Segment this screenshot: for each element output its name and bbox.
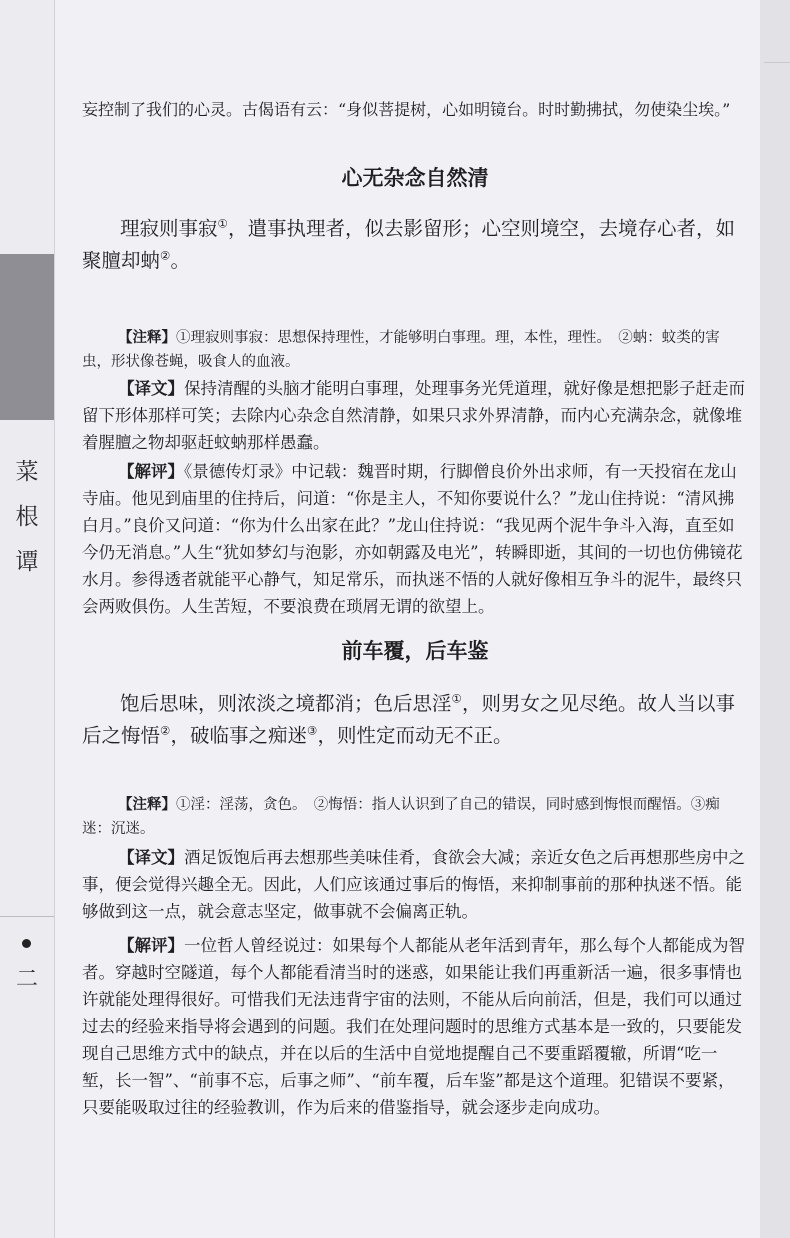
commentary-label: 【解评】 <box>118 462 184 481</box>
translation-block-2 <box>82 844 748 925</box>
translation-block-1 <box>82 375 748 456</box>
bullet-dot-icon <box>22 939 31 948</box>
facing-page-edge <box>760 0 790 1238</box>
note-label: 【注释】 <box>118 330 176 346</box>
book-title-char: 菜 <box>15 459 39 485</box>
commentary-text: 《景德传灯录》中记载：魏晋时期，行脚僧良价外出求师，有一天投宿在龙山寺庙。他见到庙里的住持后，问道：“你是主人，不知你要说什么？”龙山住持说：“清风拂白月。”良价又问道：“你为什么出家在此？”龙山住持说：“我见两个泥牛争斗入海，直至如今仍无消息。”人生“犹如梦幻与泡影，亦如朝露及电光”，转瞬即逝，其间的一切也仿佛镜花水月。参得透者就能平心静气，知足常乐，而执迷不悟的人就好像相互争斗的泥牛，最终只会两败俱伤。人生苦短，不要浪费在琐屑无谓的欲望上。 <box>82 462 743 616</box>
footnote-marker: ③ <box>307 723 318 738</box>
orig-text-seg: ，则男女之见尽绝。故人当以事后之悔悟 <box>82 692 736 747</box>
book-title-char: 谭 <box>15 549 39 575</box>
section-title-2: 前车覆，后车鉴 <box>341 639 489 663</box>
orig-text-seg: 。 <box>170 249 191 272</box>
section-title-1: 心无杂念自然清 <box>341 166 489 190</box>
translation-label: 【译文】 <box>118 379 184 398</box>
translation-text: 保持清醒的头脑才能明白事理，处理事务光凭道理，就好像是想把影子赶走而留下形体那样可笑；去除内心杂念自然清静，如果只求外界清静，而内心充满杂念，就像堆着腥膻之物却驱赶蚊蚋那样愚蠢。 <box>82 379 745 452</box>
page-number: 二 <box>15 967 38 992</box>
orig-text-seg: ，破临事之痴迷 <box>170 724 308 747</box>
original-text-1 <box>82 213 748 277</box>
book-title-char: 根 <box>15 504 39 530</box>
intro-paragraph: 妄控制了我们的心灵。古偈语有云：“身似菩提树，心如明镜台。时时勤拂拭，勿使染尘埃。” <box>82 100 731 119</box>
footnote-marker: ① <box>451 691 462 706</box>
note-block-2 <box>82 793 748 841</box>
translation-text: 酒足饭饱后再去想那些美味佳肴，食欲会大减；亲近女色之后再想那些房中之事，便会觉得兴趣全无。因此，人们应该通过事后的悔悟，来抑制事前的那种执迷不悟。能够做到这一点，就会意志坚定，做事就不会偏离正轨。 <box>82 848 745 921</box>
note-text: ①理寂则事寂：思想保持理性，才能够明白事理。理，本性，理性。 ②蚋：蚊类的害虫，形状像苍蝇，吸食人的血液。 <box>82 330 720 370</box>
orig-text-seg: ，则性定而动无不正。 <box>317 724 513 747</box>
orig-text-seg: ，遣事执理者，似去影留形；心空则境空，去境存心者，如聚膻却蚋 <box>82 217 736 272</box>
commentary-text: 一位哲人曾经说过：如果每个人都能从老年活到青年，那么每个人都能成为智者。穿越时空隧道，每个人都能看清当时的迷惑，如果能让我们再重新活一遍，很多事情也许就能处理得很好。可惜我们无法违背宇宙的法则，不能从后向前活，但是，我们可以通过过去的经验来指导将会遇到的问题。我们在处理问题时的思维方式基本是一致的，只要能发现自己思维方式中的缺点，并在以后的生活中自觉地提醒自己不要重蹈覆辙，所谓“吃一堑，长一智”、“前事不忘，后事之师”、“前车覆，后车鉴”都是这个道理。犯错误不要紧，只要能吸取过往的经验教训，作为后来的借鉴指导，就会逐步走向成功。 <box>82 936 745 1117</box>
note-label: 【注释】 <box>118 797 176 813</box>
sidebar-band <box>0 254 54 420</box>
original-text-2 <box>82 688 748 752</box>
note-text: ①淫：淫荡，贪色。 ②悔悟：指人认识到了自己的错误，同时感到悔恨而醒悟。③痴迷：沉迷。 <box>82 797 720 837</box>
orig-text-seg: 理寂则事寂 <box>120 217 218 240</box>
book-title-vertical <box>0 450 54 585</box>
note-block-1 <box>82 326 748 374</box>
orig-text-seg: 饱后思味，则浓淡之境都消；色后思淫 <box>120 692 452 715</box>
footnote-marker: ① <box>217 216 228 231</box>
commentary-label: 【解评】 <box>118 936 184 955</box>
chapter-sidebar <box>0 0 55 1238</box>
facing-page-rule <box>764 62 790 63</box>
translation-label: 【译文】 <box>118 848 184 867</box>
footnote-marker: ② <box>160 248 171 263</box>
footnote-marker: ② <box>160 723 171 738</box>
commentary-block-2 <box>82 932 748 1121</box>
sidebar-divider <box>0 916 54 917</box>
commentary-block-1 <box>82 458 748 620</box>
